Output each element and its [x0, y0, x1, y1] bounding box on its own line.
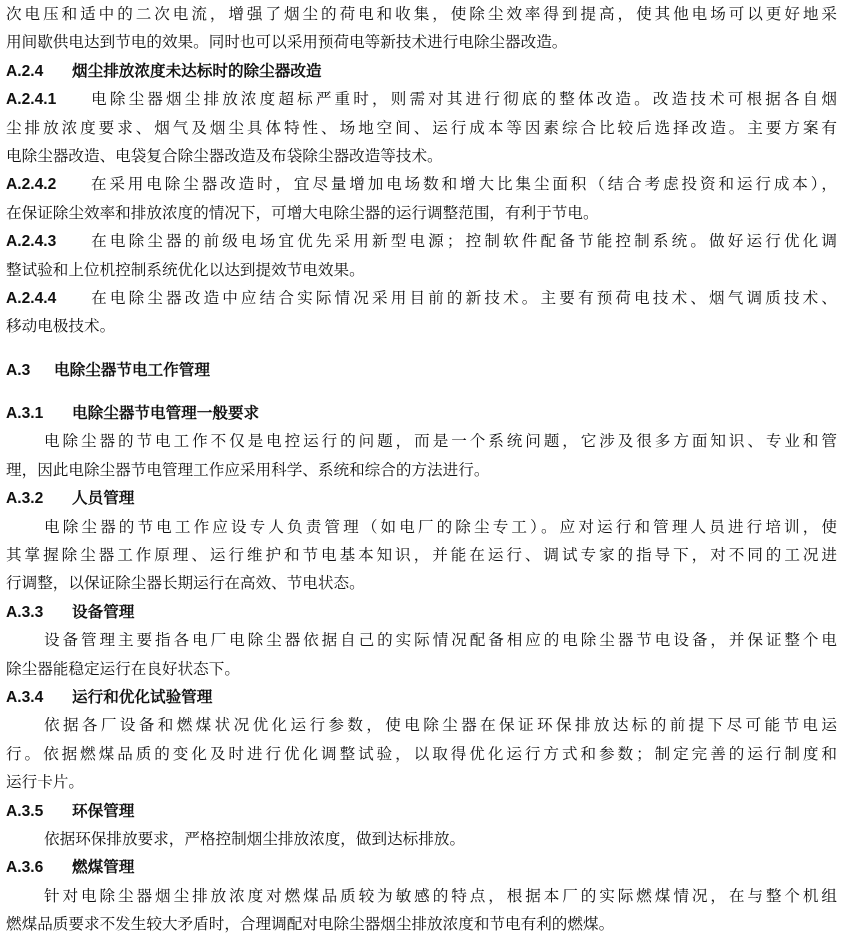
section-heading-a-3 [6, 356, 837, 384]
clause-a-2-4-3-line [6, 227, 837, 255]
subsection-number: A.3.6 [6, 859, 44, 877]
section-title: 烟尘排放浓度未达标时的除尘器改造 [72, 60, 322, 80]
clause-number: A.2.4.1 [6, 91, 57, 109]
paragraph-line: 电除尘器的节电工作不仅是电控运行的问题，而是一个系统问题，它涉及很多方面知识、专业和管 [44, 432, 837, 451]
section-number: A.2.4 [6, 62, 44, 80]
clause-a-2-4-2-line [6, 170, 837, 198]
subsection-title: 人员管理 [72, 488, 135, 508]
intro-line: 用间歇供电达到节电的效果。同时也可以采用预荷电等新技术进行电除尘器改造。 [6, 33, 568, 52]
paragraph-line: 依据各厂设备和燃煤状况优化运行参数，使电除尘器在保证环保排放达标的前提下尽可能节电运 [44, 716, 837, 735]
section-number: A.3 [6, 361, 31, 379]
subsection-number: A.3.3 [6, 603, 44, 621]
clause-text: 在采用电除尘器改造时，宜尽量增加电场数和增大比集尘面积（结合考虑投资和运行成本）， [88, 175, 837, 194]
spacer [6, 341, 837, 356]
subsection-heading-a-3-1 [6, 399, 837, 427]
subsection-title: 设备管理 [72, 601, 135, 621]
clause-a-2-4-1-line: 电除尘器改造、电袋复合除尘器改造及布袋除尘器改造等技术。 [6, 146, 443, 165]
subsection-title: 电除尘器节电管理一般要求 [72, 403, 260, 423]
subsection-heading-a-3-3 [6, 598, 837, 626]
subsection-number: A.3.1 [6, 405, 44, 423]
subsection-number: A.3.4 [6, 688, 44, 706]
subsection-heading-a-3-2 [6, 484, 837, 512]
paragraph-line: 运行卡片。 [6, 773, 84, 792]
paragraph-line: 理，因此电除尘器节电管理工作应采用科学、系统和综合的方法进行。 [6, 460, 490, 479]
intro-line: 次电压和适中的二次电流，增强了烟尘的荷电和收集，使除尘效率得到提高，使其他电场可以更好地采 [6, 5, 837, 23]
clause-a-2-4-1-line [6, 85, 837, 113]
clause-a-2-4-3-line: 整试验和上位机控制系统优化以达到提效节电效果。 [6, 260, 365, 279]
subsection-heading-a-3-5 [6, 797, 837, 825]
clause-text: 电除尘器烟尘排放浓度超标严重时，则需对其进行彻底的整体改造。改造技术可根据各自烟 [88, 90, 837, 109]
paragraph-line: 设备管理主要指各电厂电除尘器依据自己的实际情况配备相应的电除尘器节电设备，并保证整个电 [44, 631, 837, 650]
spacer [6, 384, 837, 399]
paragraph-line: 行。依据燃煤品质的变化及时进行优化调整试验，以取得优化运行方式和参数；制定完善的运行制度和 [6, 744, 837, 763]
clause-number: A.2.4.2 [6, 176, 57, 194]
clause-a-2-4-4-line [6, 284, 837, 312]
paragraph-line: 行调整，以保证除尘器长期运行在高效、节电状态。 [6, 574, 365, 593]
clause-a-2-4-4-line: 移动电极技术。 [6, 317, 116, 336]
paragraph-line: 依据环保排放要求，严格控制烟尘排放浓度，做到达标排放。 [44, 829, 466, 848]
section-title: 电除尘器节电工作管理 [54, 359, 210, 379]
clause-number: A.2.4.3 [6, 233, 57, 251]
subsection-number: A.3.5 [6, 802, 44, 820]
section-heading-a-2-4 [6, 57, 837, 85]
subsection-number: A.3.2 [6, 490, 44, 508]
subsection-title: 环保管理 [72, 800, 135, 820]
clause-text: 在电除尘器的前级电场宜优先采用新型电源；控制软件配备节能控制系统。做好运行优化调 [88, 232, 837, 251]
subsection-title: 运行和优化试验管理 [72, 686, 213, 706]
paragraph-line: 除尘器能稳定运行在良好状态下。 [6, 659, 240, 678]
paragraph-line: 电除尘器的节电工作应设专人负责管理（如电厂的除尘专工）。应对运行和管理人员进行培训，使 [44, 517, 837, 536]
paragraph-line: 针对电除尘器烟尘排放浓度对燃煤品质较为敏感的特点，根据本厂的实际燃煤情况，在与整个机组 [44, 886, 837, 905]
clause-text: 在电除尘器改造中应结合实际情况采用目前的新技术。主要有预荷电技术、烟气调质技术、 [88, 288, 837, 307]
subsection-heading-a-3-4 [6, 683, 837, 711]
paragraph-line: 其掌握除尘器工作原理、运行维护和节电基本知识，并能在运行、调试专家的指导下，对不同的工况进 [6, 546, 837, 565]
clause-number: A.2.4.4 [6, 289, 57, 307]
subsection-heading-a-3-6 [6, 853, 837, 881]
clause-a-2-4-1-line: 尘排放浓度要求、烟气及烟尘具体特性、场地空间、运行成本等因素综合比较后选择改造。主要方案有 [6, 118, 837, 137]
paragraph-line: 燃煤品质要求不发生较大矛盾时，合理调配对电除尘器烟尘排放浓度和节电有利的燃煤。 [6, 915, 615, 934]
subsection-title: 燃煤管理 [72, 857, 135, 877]
clause-a-2-4-2-line: 在保证除尘效率和排放浓度的情况下，可增大电除尘器的运行调整范围，有利于节电。 [6, 203, 599, 222]
